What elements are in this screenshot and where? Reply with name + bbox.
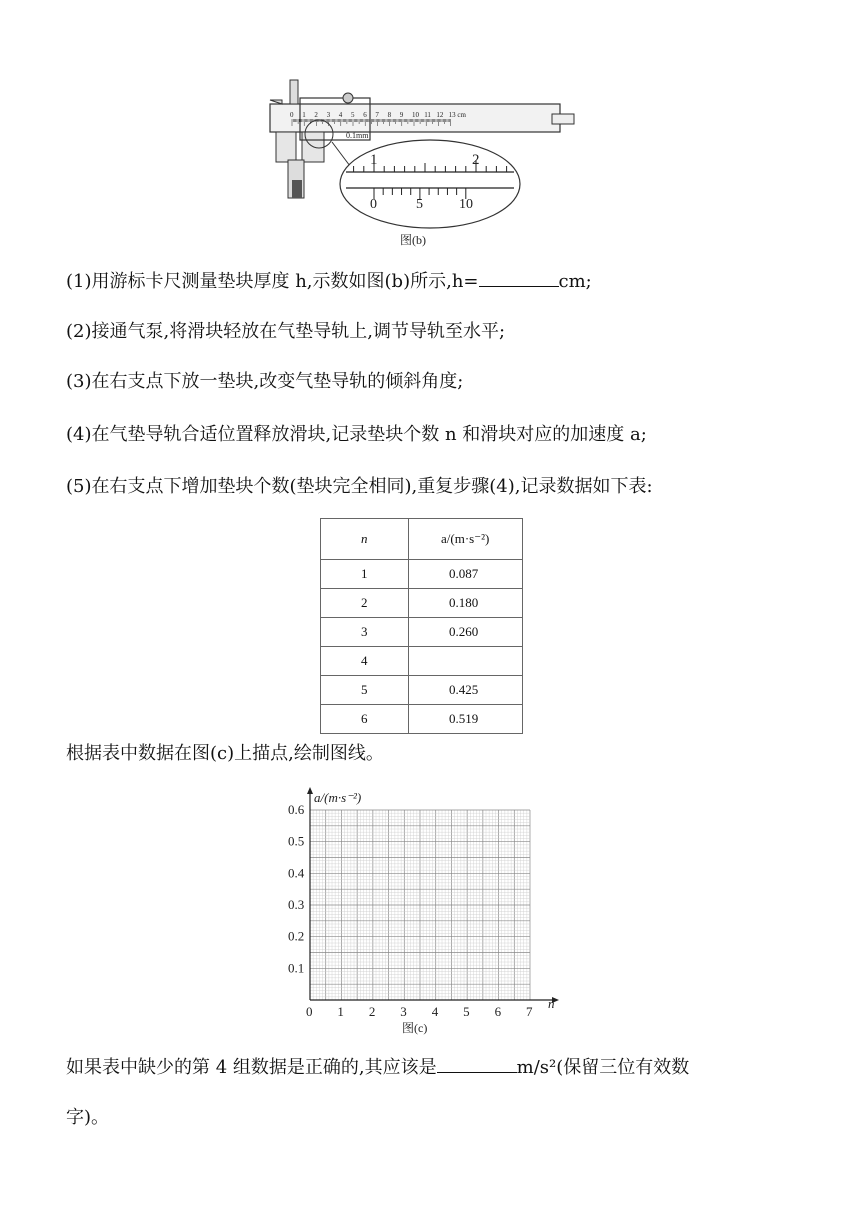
cell-n: 2 [321,589,409,618]
cell-a: 0.260 [409,618,523,647]
table-row [321,676,523,705]
cell-a: 0.087 [409,560,523,589]
cell-a: 0.425 [409,676,523,705]
grid-lines [310,810,530,1000]
cell-n: 1 [321,560,409,589]
x-tick-label: 1 [337,1004,344,1019]
main-scale-label: 13 cm [448,111,466,119]
y-tick-label: 0.6 [288,802,305,817]
table-row [321,618,523,647]
main-scale-label: 8 [387,111,392,119]
caliper-figure [262,72,582,252]
x-tick-label: 3 [400,1004,407,1019]
header-a: a/(m·s⁻²) [409,519,523,560]
x-tick-label: 7 [526,1004,533,1019]
main-scale-label: 4 [338,111,343,119]
a4-answer-blank[interactable] [437,1054,517,1073]
data-table [320,518,523,734]
final-question [66,1054,689,1080]
main-scale-label: 2 [314,111,318,119]
zoom-vernier-label-10: 10 [459,197,473,212]
question-4: (4)在气垫导轨合适位置释放滑块,记录垫块个数 n 和滑块对应的加速度 a; [66,424,647,445]
zoom-main-label-1: 1 [370,152,378,168]
cell-n: 3 [321,618,409,647]
main-scale-label: 0 [290,111,294,119]
x-tick-label: 4 [431,1004,439,1019]
figure-b-caption: 图(b) [400,233,426,247]
header-n: n [321,519,409,560]
x-tick-label: 5 [463,1004,470,1019]
zoom-vernier-label-5: 5 [416,197,423,212]
y-tick-label: 0.4 [288,865,305,881]
zoom-main-label-2: 2 [472,152,480,168]
final-question-text: 如果表中缺少的第 4 组数据是正确的,其应该是 [66,1057,437,1078]
question-5: (5)在右支点下增加垫块个数(垫块完全相同),重复步骤(4),记录数据如下表: [66,476,653,497]
cell-a: 0.180 [409,589,523,618]
question-2: (2)接通气泵,将滑块轻放在气垫导轨上,调节导轨至水平; [66,321,506,342]
y-axis-label: a/(m·s⁻²) [314,790,362,805]
main-scale-label: 10 [412,111,419,119]
question-1 [66,268,592,294]
y-tick-label: 0.5 [288,833,305,849]
main-scale-label: 9 [399,111,404,119]
table-row [321,705,523,734]
cell-n: 5 [321,676,409,705]
vernier-precision-label: 0.1mm [346,131,369,140]
question-1-text: (1)用游标卡尺测量垫块厚度 h,示数如图(b)所示,h= [66,271,479,292]
cell-n: 4 [321,647,409,676]
question-1-unit: cm; [558,271,592,292]
main-scale-label: 5 [351,111,355,119]
question-3: (3)在右支点下放一垫块,改变气垫导轨的倾斜角度; [66,371,464,392]
figure-c-caption: 图(c) [402,1021,428,1035]
final-question-unit: m/s²(保留三位有效数 [516,1057,690,1078]
main-scale-label: 7 [375,111,379,119]
x-axis-label: n [548,996,555,1011]
table-row [321,560,523,589]
main-scale-label: 6 [363,111,367,119]
x-tick-label: 0 [306,1004,313,1019]
main-scale-label: 12 [436,111,444,119]
y-tick-label: 0.3 [288,897,305,912]
graph-paper-chart[interactable] [270,786,570,1036]
table-header-row [321,519,523,560]
table-row [321,647,523,676]
x-tick-label: 2 [368,1004,376,1019]
main-scale-label: 1 [302,111,306,119]
main-scale-label: 11 [424,111,431,119]
y-tick-label: 0.1 [288,960,305,976]
table-row [321,589,523,618]
cell-n: 6 [321,705,409,734]
main-scale-label: 3 [326,111,331,119]
x-tick-label: 6 [494,1004,502,1019]
plot-instruction: 根据表中数据在图(c)上描点,绘制图线。 [66,743,384,764]
cell-a-missing[interactable] [409,647,523,676]
final-question-end: 字)。 [66,1107,110,1128]
h-answer-blank[interactable] [479,268,559,287]
zoom-vernier-label-0: 0 [370,197,377,212]
cell-a: 0.519 [409,705,523,734]
y-tick-label: 0.2 [288,928,305,944]
